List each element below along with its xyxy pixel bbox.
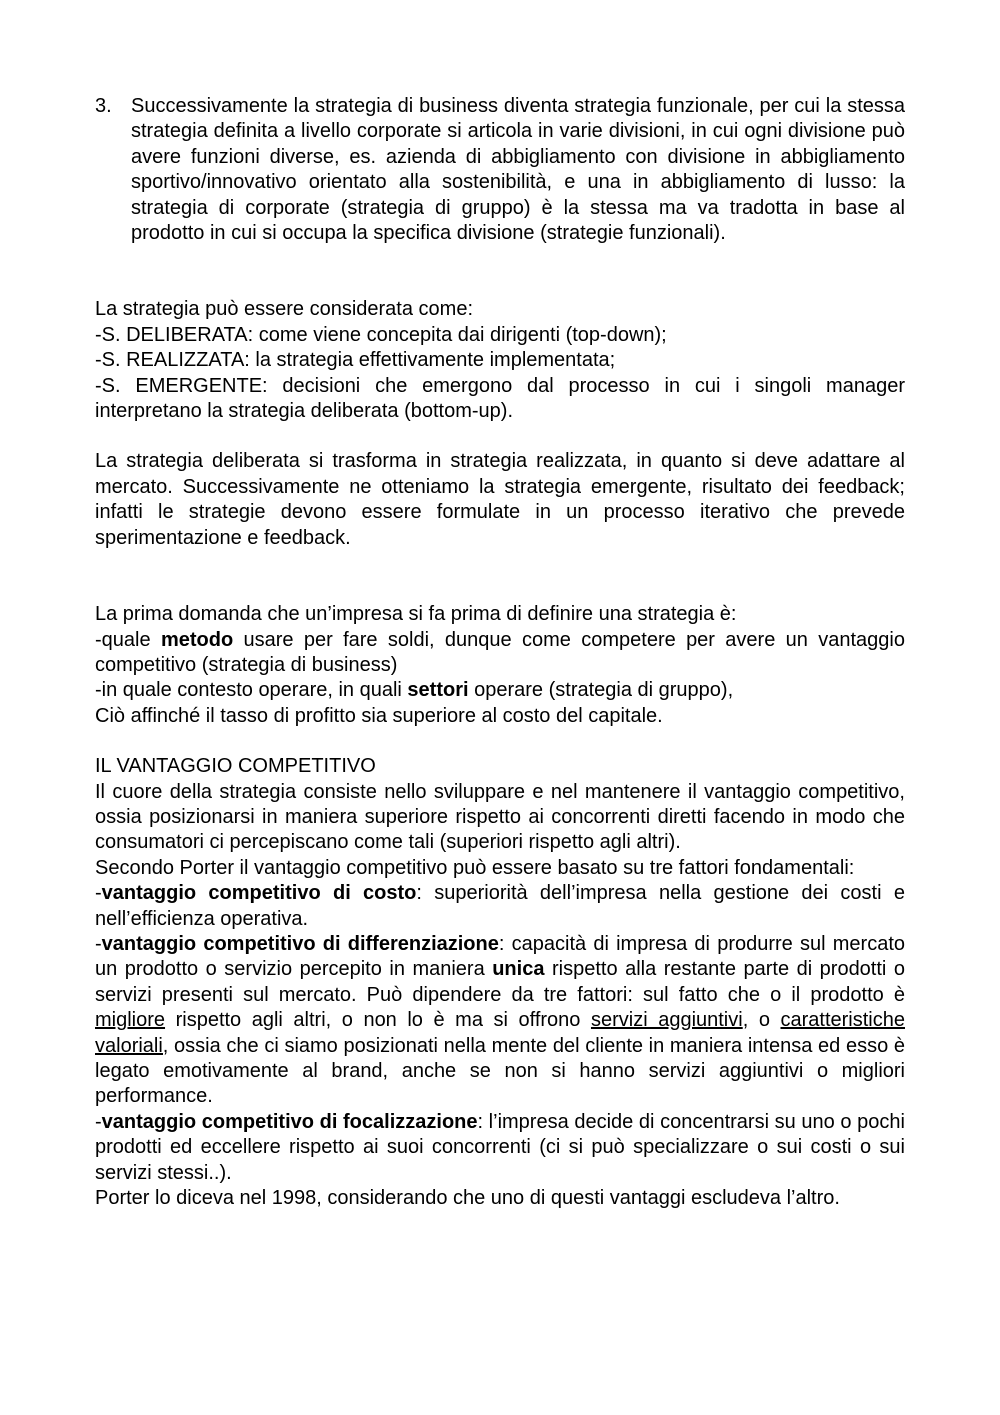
bold-unica: unica xyxy=(492,958,545,981)
strategy-type-deliberata: -S. DELIBERATA: come viene concepita dai dirigenti (top-down); xyxy=(95,323,667,346)
vantaggio-costo: -vantaggio competitivo di costo: superiorità dell’impresa nella gestione dei costi e nell’efficienza operativa. xyxy=(95,882,905,930)
page-content xyxy=(95,94,905,1211)
bold-differenziazione: vantaggio competitivo di differenziazione xyxy=(101,932,499,955)
question-conclusion: Ciò affinché il tasso di profitto sia superiore al costo del capitale. xyxy=(95,704,663,727)
strategy-type-emergente: -S. EMERGENTE: decisioni che emergono dal processo in cui i singoli manager interpretano la strategia deliberata (bottom-up). xyxy=(95,374,905,423)
list-item-text: Successivamente la strategia di business diventa strategia funzionale, per cui la stessa strategia definita a livello corporate si articola in varie divisioni, in cui ogni divisione può avere funzioni diverse, es. azienda di abbigliamento con divisione in abbigliamento sportivo/innovativo orientato alla sostenibilità, e una in abbigliamento di lusso: la strategia di corporate (strategia di gruppo) è la stessa ma va tradotta in base al prodotto in cui si occupa la specifica divisione (strategie funzionali). xyxy=(131,95,905,245)
underline-servizi-aggiuntivi: servizi aggiuntivi xyxy=(590,1009,743,1032)
vantaggio-paragraph-2: Secondo Porter il vantaggio competitivo può essere basato su tre fattori fondamentali: xyxy=(95,856,855,879)
question-sectors: -in quale contesto operare, in quali settori operare (strategia di gruppo), xyxy=(95,679,734,702)
vantaggio-differenziazione: -vantaggio competitivo di differenziazione: capacità di impresa di produrre sul mercato un prodotto o servizio percepito in maniera unica rispetto alla restante parte di prodotti o servizi presenti sul mercato. Può dipendere da tre fattori: sul fatto che o il prodotto è migliore rispetto agli altri, o non lo è ma si offrono servizi aggiuntivi, o caratteristiche valoriali, ossia che ci siamo posizionati nella mente del cliente in maniera intensa ed esso è legato emotivamente al brand, anche se non si hanno servizi aggiuntivi o migliori performance. xyxy=(95,932,906,1108)
bold-settori: settori xyxy=(407,679,469,702)
question-method: -quale metodo usare per fare soldi, dunque come competere per avere un vantaggio competitivo (strategia di business) xyxy=(95,628,905,676)
underline-caratteristiche-valoriali: caratteristiche valoriali, xyxy=(95,1009,905,1057)
strategy-types-intro: La strategia può essere considerata come: xyxy=(95,298,473,321)
paragraph-deliberata: La strategia deliberata si trasforma in strategia realizzata, in quanto si deve adattare al mercato. Successivamente ne otteniamo la strategia emergente, risultato dei feedback; infatti le strategie devono essere formulate in un processo iterativo che prevede sperimentazione e feedback. xyxy=(95,450,905,549)
underline-migliore: migliore xyxy=(95,1009,166,1032)
section-heading: IL VANTAGGIO COMPETITIVO xyxy=(95,755,376,778)
porter-note: Porter lo diceva nel 1998, considerando che uno di questi vantaggi escludeva l’altro. xyxy=(95,1187,840,1210)
bold-metodo: metodo xyxy=(160,628,234,651)
question-intro: La prima domanda che un’impresa si fa prima di definire una strategia è: xyxy=(95,603,737,626)
bold-focalizzazione: vantaggio competitivo di focalizzazione xyxy=(101,1110,478,1133)
vantaggio-focalizzazione: -vantaggio competitivo di focalizzazione: l’impresa decide di concentrarsi su uno o pochi prodotti ed eccellere rispetto ai suoi concorrenti (ci si può specializzare o sui costi o sui servizi stessi..). xyxy=(95,1110,905,1184)
list-number: 3. xyxy=(95,95,112,117)
strategy-type-realizzata: -S. REALIZZATA: la strategia effettivamente implementata; xyxy=(95,349,616,372)
bold-costo: vantaggio competitivo di costo xyxy=(101,882,417,905)
vantaggio-paragraph-1: Il cuore della strategia consiste nello sviluppare e nel mantenere il vantaggio competitivo, ossia posizionarsi in maniera superiore rispetto ai concorrenti diretti facendo in modo che consumatori ci percepiscano come tali (superiori rispetto agli altri). xyxy=(95,780,905,854)
list-item-3 xyxy=(95,94,905,246)
